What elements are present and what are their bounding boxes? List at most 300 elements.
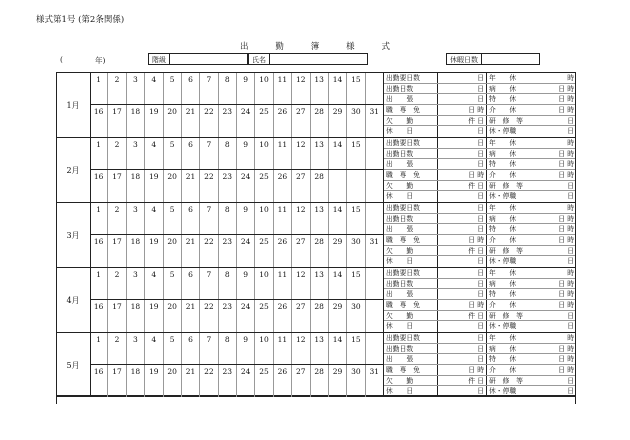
- day-cell[interactable]: 7: [200, 138, 218, 169]
- stat-right-unit[interactable]: 日: [567, 311, 574, 320]
- day-cell[interactable]: 2: [108, 73, 126, 104]
- day-cell[interactable]: 17: [108, 235, 126, 267]
- day-cell[interactable]: 3: [127, 333, 145, 364]
- day-cell[interactable]: 2: [108, 333, 126, 364]
- day-cell[interactable]: 10: [255, 203, 273, 234]
- day-cell[interactable]: 17: [108, 365, 126, 397]
- stat-row: [384, 235, 576, 246]
- day-cell[interactable]: 24: [237, 105, 255, 137]
- stat-left-label: 職 専 免: [384, 235, 438, 245]
- stat-left-unit[interactable]: 日 時: [438, 300, 487, 310]
- day-cell[interactable]: 15: [347, 203, 365, 234]
- stat-left-unit[interactable]: 日: [438, 126, 487, 137]
- day-cell[interactable]: 15: [347, 138, 365, 169]
- day-cell[interactable]: 11: [274, 73, 292, 104]
- stat-row: [384, 311, 576, 322]
- stat-left-label: 出勤要日数: [384, 333, 438, 343]
- day-cell[interactable]: 21: [182, 105, 200, 137]
- leave-days-field[interactable]: [446, 53, 540, 65]
- day-cell[interactable]: 28: [311, 365, 329, 397]
- stat-left-unit[interactable]: 件 日: [438, 116, 487, 126]
- stat-left-unit[interactable]: 日 時: [438, 170, 487, 180]
- stat-right-unit[interactable]: 日: [567, 192, 574, 201]
- stat-left-unit[interactable]: 日: [438, 344, 487, 354]
- title-char: 様: [346, 42, 355, 52]
- day-cell[interactable]: 5: [164, 268, 182, 299]
- day-cell[interactable]: 27: [292, 105, 310, 137]
- stat-left-unit[interactable]: 日 時: [438, 105, 487, 115]
- day-cell[interactable]: 14: [329, 138, 347, 169]
- stat-right-unit[interactable]: 日: [567, 322, 574, 331]
- day-cell[interactable]: 9: [237, 138, 255, 169]
- day-cell[interactable]: 14: [329, 203, 347, 234]
- day-cell[interactable]: 21: [182, 170, 200, 202]
- day-cell[interactable]: 12: [292, 138, 310, 169]
- stat-left-unit[interactable]: 日: [438, 279, 487, 289]
- stat-right-unit[interactable]: 日 時: [558, 225, 574, 234]
- day-cell[interactable]: 18: [127, 365, 145, 397]
- stat-row: [384, 300, 576, 311]
- day-cell[interactable]: 30: [347, 365, 365, 397]
- day-cell[interactable]: 16: [90, 365, 108, 397]
- day-cell[interactable]: 27: [292, 365, 310, 397]
- day-cell[interactable]: 1: [90, 203, 108, 234]
- name-field[interactable]: [248, 53, 368, 65]
- stat-left-label: 休 日: [384, 126, 438, 137]
- stat-left-unit[interactable]: 件 日: [438, 246, 487, 256]
- day-cell[interactable]: 15: [347, 333, 365, 364]
- stat-row: [384, 344, 576, 355]
- day-cell[interactable]: 24: [237, 235, 255, 267]
- stat-right-unit[interactable]: 時: [567, 269, 574, 277]
- stat-right-unit[interactable]: 日: [567, 376, 574, 385]
- day-cell[interactable]: 6: [182, 333, 200, 364]
- name-label: 氏名: [249, 54, 270, 64]
- stat-left-unit[interactable]: 件 日: [438, 311, 487, 321]
- stat-right-label: 休・停職: [489, 127, 517, 136]
- day-cell[interactable]: 3: [127, 138, 145, 169]
- day-cell[interactable]: [366, 73, 384, 104]
- stat-left-unit[interactable]: 件 日: [438, 181, 487, 191]
- day-cell[interactable]: 14: [329, 73, 347, 104]
- day-cell[interactable]: 23: [219, 170, 237, 202]
- day-cell[interactable]: 17: [108, 300, 126, 332]
- day-cell[interactable]: 28: [311, 235, 329, 267]
- day-cell[interactable]: 15: [347, 73, 365, 104]
- title-char: 簿: [310, 42, 320, 52]
- day-cell[interactable]: 7: [200, 268, 218, 299]
- stat-left-label: 出 張: [384, 94, 438, 104]
- day-cell[interactable]: 26: [274, 235, 292, 267]
- day-cell[interactable]: 12: [292, 268, 310, 299]
- stat-right-unit[interactable]: 日: [567, 181, 574, 190]
- day-cell[interactable]: 9: [237, 73, 255, 104]
- day-cell[interactable]: 24: [237, 170, 255, 202]
- day-cell[interactable]: 25: [255, 365, 273, 397]
- day-cell[interactable]: 2: [108, 138, 126, 169]
- stat-left-unit[interactable]: 日: [438, 289, 487, 299]
- stat-left-label: 職 専 免: [384, 365, 438, 375]
- day-cell[interactable]: 13: [311, 333, 329, 364]
- stat-row: [384, 126, 576, 137]
- day-cell[interactable]: 16: [90, 235, 108, 267]
- day-row: [90, 73, 384, 105]
- day-cell[interactable]: 4: [145, 203, 163, 234]
- stat-row: [384, 279, 576, 290]
- day-cell[interactable]: 29: [329, 235, 347, 267]
- stat-left-label: 欠 勤: [384, 116, 438, 126]
- day-cell[interactable]: 29: [329, 365, 347, 397]
- day-cell[interactable]: [329, 170, 347, 202]
- stat-right-unit[interactable]: 日: [567, 257, 574, 266]
- stat-right-unit[interactable]: 日 時: [558, 105, 574, 114]
- day-row: [90, 235, 384, 267]
- day-cell[interactable]: 5: [164, 138, 182, 169]
- day-cell[interactable]: 26: [274, 365, 292, 397]
- day-cell[interactable]: 23: [219, 235, 237, 267]
- stat-left-unit[interactable]: 日: [438, 138, 487, 148]
- day-cell[interactable]: 17: [108, 105, 126, 137]
- leave-days-input-area[interactable]: [482, 54, 539, 64]
- day-cell[interactable]: 16: [90, 170, 108, 202]
- day-cell[interactable]: 22: [200, 365, 218, 397]
- leave-days-label: 休暇日数: [447, 54, 482, 64]
- day-cell[interactable]: 9: [237, 203, 255, 234]
- day-cell[interactable]: 23: [219, 365, 237, 397]
- day-cell[interactable]: 2: [108, 203, 126, 234]
- day-cell[interactable]: 22: [200, 105, 218, 137]
- stat-left-unit[interactable]: 日: [438, 159, 487, 169]
- stat-left-unit[interactable]: 日: [438, 203, 487, 213]
- day-cell[interactable]: [347, 170, 365, 202]
- stat-left-unit[interactable]: 日: [438, 386, 487, 397]
- stat-right-unit[interactable]: 日: [567, 116, 574, 125]
- stat-left-label: 休 日: [384, 386, 438, 397]
- day-cell[interactable]: 11: [274, 138, 292, 169]
- day-cell[interactable]: 6: [182, 268, 200, 299]
- day-cell[interactable]: [366, 300, 384, 332]
- day-cell[interactable]: 19: [145, 170, 163, 202]
- day-cell[interactable]: 12: [292, 73, 310, 104]
- day-cell[interactable]: 27: [292, 170, 310, 202]
- stat-right-unit[interactable]: 日 時: [558, 170, 574, 179]
- day-cell[interactable]: 10: [255, 268, 273, 299]
- day-cell[interactable]: 30: [347, 235, 365, 267]
- day-cell[interactable]: 5: [164, 333, 182, 364]
- day-cell[interactable]: 21: [182, 300, 200, 332]
- day-cell[interactable]: 10: [255, 138, 273, 169]
- stat-right-unit[interactable]: 日 時: [558, 300, 574, 309]
- stat-left-unit[interactable]: 日: [438, 84, 487, 94]
- day-cell[interactable]: 18: [127, 300, 145, 332]
- day-cell[interactable]: 30: [347, 105, 365, 137]
- stat-row: [384, 203, 576, 214]
- day-cell[interactable]: 11: [274, 333, 292, 364]
- stat-left-unit[interactable]: 日: [438, 333, 487, 343]
- day-cell[interactable]: 15: [347, 268, 365, 299]
- attendance-grid: [56, 72, 576, 397]
- day-cell[interactable]: [366, 333, 384, 364]
- day-cell[interactable]: 13: [311, 73, 329, 104]
- day-row: [90, 203, 384, 235]
- stat-row: [384, 256, 576, 267]
- stat-right-unit[interactable]: 日 時: [558, 235, 574, 244]
- stat-right-unit[interactable]: 日 時: [558, 84, 574, 93]
- day-cell[interactable]: 29: [329, 300, 347, 332]
- stat-right-unit[interactable]: 日 時: [558, 149, 574, 158]
- day-cell[interactable]: 17: [108, 170, 126, 202]
- day-cell[interactable]: 5: [164, 73, 182, 104]
- day-cell[interactable]: 1: [90, 268, 108, 299]
- stat-right-label: 介 休: [489, 105, 517, 114]
- stat-row: [384, 138, 576, 149]
- stat-right-label: 研 修 等: [489, 181, 523, 190]
- stat-left-label: 出勤日数: [384, 344, 438, 354]
- stat-right-label: 休・停職: [489, 192, 517, 201]
- stat-right-unit[interactable]: 日 時: [558, 279, 574, 288]
- day-row: [90, 365, 384, 397]
- day-cell[interactable]: 24: [237, 365, 255, 397]
- day-cell[interactable]: 13: [311, 138, 329, 169]
- stat-left-unit[interactable]: 日 時: [438, 235, 487, 245]
- day-cell[interactable]: 7: [200, 203, 218, 234]
- stat-right-unit[interactable]: 日 時: [558, 160, 574, 169]
- day-cell[interactable]: 21: [182, 235, 200, 267]
- day-cell[interactable]: 20: [164, 300, 182, 332]
- day-cell[interactable]: 3: [127, 73, 145, 104]
- day-cell[interactable]: 18: [127, 235, 145, 267]
- stat-right-label: 特 休: [489, 225, 517, 234]
- stat-right-unit[interactable]: 時: [567, 74, 574, 82]
- day-cell[interactable]: 20: [164, 365, 182, 397]
- day-cell[interactable]: 9: [237, 268, 255, 299]
- day-cell[interactable]: 20: [164, 170, 182, 202]
- day-cell[interactable]: 27: [292, 300, 310, 332]
- stat-row: [384, 159, 576, 170]
- stat-right-label: 病 休: [489, 214, 517, 223]
- month-label: 3月: [56, 203, 91, 267]
- rank-field[interactable]: [148, 53, 248, 65]
- stat-left-unit[interactable]: 日: [438, 268, 487, 278]
- stat-left-label: 出 張: [384, 159, 438, 169]
- day-cell[interactable]: 25: [255, 170, 273, 202]
- stat-left-unit[interactable]: 件 日: [438, 376, 487, 386]
- day-cell[interactable]: 5: [164, 203, 182, 234]
- day-cell[interactable]: 23: [219, 300, 237, 332]
- day-cell[interactable]: 23: [219, 105, 237, 137]
- day-cell[interactable]: 31: [366, 105, 384, 137]
- stat-left-unit[interactable]: 日: [438, 256, 487, 267]
- day-cell[interactable]: 8: [219, 268, 237, 299]
- stat-left-unit[interactable]: 日: [438, 321, 487, 332]
- day-row: [90, 138, 384, 170]
- day-cell[interactable]: 25: [255, 235, 273, 267]
- month-label: 2月: [56, 138, 91, 202]
- day-cell[interactable]: 30: [347, 300, 365, 332]
- stat-right-unit[interactable]: 時: [567, 139, 574, 147]
- day-cell[interactable]: 20: [164, 235, 182, 267]
- month-block: [56, 332, 576, 397]
- name-input-area[interactable]: [270, 54, 367, 64]
- day-cell[interactable]: 6: [182, 73, 200, 104]
- day-cell[interactable]: 29: [329, 105, 347, 137]
- stat-right-unit[interactable]: 日: [567, 127, 574, 136]
- day-cell[interactable]: 19: [145, 300, 163, 332]
- stat-left-label: 欠 勤: [384, 311, 438, 321]
- stat-left-label: 欠 勤: [384, 181, 438, 191]
- day-cell[interactable]: 20: [164, 105, 182, 137]
- stat-right-label: 年 休: [489, 74, 517, 82]
- day-cell[interactable]: 19: [145, 105, 163, 137]
- day-row: [90, 170, 384, 202]
- stat-left-unit[interactable]: 日: [438, 73, 487, 83]
- day-cell[interactable]: 31: [366, 235, 384, 267]
- stat-left-unit[interactable]: 日: [438, 94, 487, 104]
- stat-row: [384, 191, 576, 202]
- stat-right-unit[interactable]: 日 時: [558, 290, 574, 299]
- stat-right-label: 研 修 等: [489, 311, 523, 320]
- stat-left-unit[interactable]: 日: [438, 149, 487, 159]
- day-cell[interactable]: 6: [182, 203, 200, 234]
- stat-left-unit[interactable]: 日 時: [438, 365, 487, 375]
- day-cell[interactable]: 24: [237, 300, 255, 332]
- stat-left-label: 欠 勤: [384, 246, 438, 256]
- stat-right-label: 研 修 等: [489, 376, 523, 385]
- month-block: [56, 267, 576, 332]
- day-cell[interactable]: 12: [292, 333, 310, 364]
- month-label: 4月: [56, 268, 91, 332]
- day-cell[interactable]: 4: [145, 333, 163, 364]
- day-cell[interactable]: 4: [145, 73, 163, 104]
- day-cell[interactable]: 16: [90, 300, 108, 332]
- day-cell[interactable]: 28: [311, 300, 329, 332]
- stat-left-label: 職 専 免: [384, 300, 438, 310]
- stat-row: [384, 376, 576, 387]
- day-cell[interactable]: 12: [292, 203, 310, 234]
- stat-right-unit[interactable]: 時: [567, 204, 574, 212]
- day-cell[interactable]: 31: [366, 365, 384, 397]
- stat-left-label: 出 張: [384, 224, 438, 234]
- stat-right-label: 休・停職: [489, 387, 517, 396]
- stat-left-label: 出勤要日数: [384, 268, 438, 278]
- day-cell[interactable]: 8: [219, 138, 237, 169]
- stat-left-label: 出勤日数: [384, 279, 438, 289]
- stat-left-label: 出 張: [384, 354, 438, 364]
- day-cell[interactable]: 4: [145, 138, 163, 169]
- stat-row: [384, 354, 576, 365]
- title-char: 出: [240, 42, 249, 52]
- month-block: [56, 137, 576, 202]
- day-cell[interactable]: 22: [200, 170, 218, 202]
- day-cell[interactable]: [366, 170, 384, 202]
- day-cell[interactable]: 7: [200, 333, 218, 364]
- stat-row: [384, 386, 576, 397]
- day-cell[interactable]: 9: [237, 333, 255, 364]
- day-row: [90, 300, 384, 332]
- day-cell[interactable]: 6: [182, 138, 200, 169]
- day-cell[interactable]: 13: [311, 268, 329, 299]
- stat-right-unit[interactable]: 時: [567, 334, 574, 342]
- day-cell[interactable]: 4: [145, 268, 163, 299]
- day-cell[interactable]: 3: [127, 268, 145, 299]
- day-cell[interactable]: [366, 203, 384, 234]
- day-cell[interactable]: 19: [145, 235, 163, 267]
- stat-right-unit[interactable]: 日 時: [558, 214, 574, 223]
- stat-row: [384, 105, 576, 116]
- day-cell[interactable]: 11: [274, 203, 292, 234]
- day-cell[interactable]: 25: [255, 300, 273, 332]
- rank-label: 階級: [149, 54, 170, 64]
- day-cell[interactable]: 21: [182, 365, 200, 397]
- day-cell[interactable]: 22: [200, 235, 218, 267]
- day-cell[interactable]: 14: [329, 268, 347, 299]
- stat-right-unit[interactable]: 日: [567, 387, 574, 396]
- day-cell[interactable]: 28: [311, 105, 329, 137]
- stat-left-unit[interactable]: 日: [438, 214, 487, 224]
- day-cell[interactable]: 27: [292, 235, 310, 267]
- day-cell[interactable]: 3: [127, 203, 145, 234]
- day-cell[interactable]: 11: [274, 268, 292, 299]
- day-row: [90, 333, 384, 365]
- day-cell[interactable]: 25: [255, 105, 273, 137]
- stat-left-label: 休 日: [384, 256, 438, 267]
- stat-left-unit[interactable]: 日: [438, 191, 487, 202]
- stat-right-unit[interactable]: 日 時: [558, 95, 574, 104]
- day-cell[interactable]: 8: [219, 333, 237, 364]
- stat-right-unit[interactable]: 日: [567, 246, 574, 255]
- stat-left-label: 出勤日数: [384, 214, 438, 224]
- stat-right-label: 休・停職: [489, 257, 517, 266]
- stat-left-unit[interactable]: 日: [438, 224, 487, 234]
- day-cell[interactable]: 10: [255, 73, 273, 104]
- day-cell[interactable]: 8: [219, 203, 237, 234]
- stat-right-unit[interactable]: 日 時: [558, 344, 574, 353]
- day-cell[interactable]: [366, 268, 384, 299]
- day-cell[interactable]: 18: [127, 170, 145, 202]
- day-cell[interactable]: 18: [127, 105, 145, 137]
- day-cell[interactable]: 1: [90, 138, 108, 169]
- title-char: 勤: [275, 42, 284, 52]
- day-cell[interactable]: 26: [274, 105, 292, 137]
- stat-left-unit[interactable]: 日: [438, 354, 487, 364]
- day-cell[interactable]: 7: [200, 73, 218, 104]
- rank-input-area[interactable]: [170, 54, 247, 64]
- day-grid: [90, 203, 384, 267]
- day-cell[interactable]: 1: [90, 73, 108, 104]
- day-cell[interactable]: 22: [200, 300, 218, 332]
- stat-row: [384, 333, 576, 344]
- day-cell[interactable]: 14: [329, 333, 347, 364]
- stat-right-label: 特 休: [489, 160, 517, 169]
- day-cell[interactable]: 8: [219, 73, 237, 104]
- stat-right-unit[interactable]: 日 時: [558, 355, 574, 364]
- stat-row: [384, 181, 576, 192]
- stat-right-unit[interactable]: 日 時: [558, 365, 574, 374]
- day-cell[interactable]: 26: [274, 300, 292, 332]
- day-cell[interactable]: [366, 138, 384, 169]
- stat-left-label: 出勤日数: [384, 84, 438, 94]
- day-cell[interactable]: 16: [90, 105, 108, 137]
- day-cell[interactable]: 10: [255, 333, 273, 364]
- day-cell[interactable]: 2: [108, 268, 126, 299]
- day-cell[interactable]: 28: [311, 170, 329, 202]
- stat-right-label: 介 休: [489, 300, 517, 309]
- day-cell[interactable]: 1: [90, 333, 108, 364]
- day-cell[interactable]: 13: [311, 203, 329, 234]
- day-cell[interactable]: 19: [145, 365, 163, 397]
- stat-right-label: 介 休: [489, 365, 517, 374]
- day-cell[interactable]: 26: [274, 170, 292, 202]
